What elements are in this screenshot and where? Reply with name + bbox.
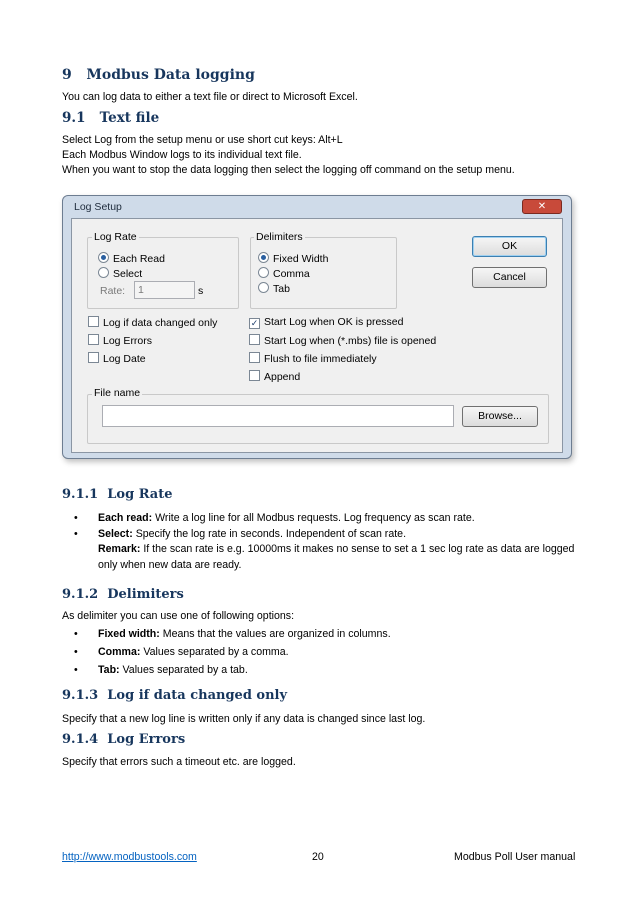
heading-section-9-1 (62, 110, 159, 126)
description: Means that the values are organized in columns. (159, 628, 391, 640)
radio-icon (98, 267, 109, 278)
rate-label: Rate: (100, 285, 126, 297)
checkbox-log-errors[interactable] (88, 334, 152, 347)
log-rate-list (62, 511, 602, 573)
section-9-1-3-text: Specify that a new log line is written only if any data is changed since last log. (62, 713, 426, 725)
description: Specify the log rate in seconds. Independent of scan rate. (132, 527, 407, 540)
list-item (62, 527, 602, 543)
paragraph-line: Each Modbus Window logs to its individual text file. (62, 149, 302, 161)
list-item (62, 558, 602, 574)
heading-number: 9 (62, 67, 72, 83)
checkbox-log-date[interactable] (88, 352, 146, 365)
heading-title: Log Errors (107, 732, 186, 747)
checkbox-log-if-changed[interactable] (88, 316, 217, 329)
file-name-label: File name (94, 387, 141, 399)
radio-each-read[interactable] (98, 252, 165, 265)
description: Values separated by a comma. (140, 646, 289, 658)
heading-number: 9.1.3 (62, 688, 99, 703)
dialog-title: Log Setup (74, 201, 122, 213)
heading-section-9-1-4 (62, 732, 185, 747)
checkbox-label: Flush to file immediately (264, 353, 377, 365)
heading-number: 9.1 (62, 110, 86, 126)
footer-manual-title: Modbus Poll User manual (454, 851, 576, 863)
checkbox-label: Start Log when OK is pressed (264, 316, 404, 328)
paragraph-line: When you want to stop the data logging then select the logging off command on the setup menu. (62, 164, 515, 176)
checkbox-icon (249, 352, 260, 363)
radio-label: Fixed Width (273, 253, 329, 265)
delimiters-label: Delimiters (256, 231, 303, 243)
browse-button[interactable]: Browse... (462, 406, 538, 427)
description: only when new data are ready. (98, 558, 242, 571)
term: Remark: (98, 543, 141, 555)
dialog-body (71, 218, 563, 453)
footer-url-link[interactable]: http://www.modbustools.com (62, 851, 197, 863)
checkbox-icon (88, 316, 99, 327)
delimiters-intro: As delimiter you can use one of following options: (62, 610, 295, 622)
heading-number: 9.1.1 (62, 487, 99, 502)
heading-section-9-1-2 (62, 587, 184, 602)
cancel-button[interactable]: Cancel (472, 267, 547, 288)
rate-unit: s (198, 285, 204, 297)
heading-section-9-1-1 (62, 487, 173, 502)
close-icon[interactable]: ✕ (522, 199, 562, 214)
description: If the scan rate is e.g. 10000ms it makes no sense to set a 1 sec log rate as data are logged (140, 543, 575, 555)
checkbox-flush[interactable] (249, 352, 377, 365)
term: Tab: (98, 664, 120, 676)
radio-fixed-width[interactable] (258, 252, 328, 265)
radio-icon (258, 267, 269, 278)
heading-section-9 (62, 67, 255, 83)
term: Select: (98, 527, 133, 540)
term: Each read: (98, 512, 153, 524)
heading-title: Log Rate (107, 487, 173, 502)
list-item (62, 643, 602, 661)
list-item (62, 625, 602, 643)
checkbox-label: Log Errors (103, 335, 153, 347)
radio-icon (258, 282, 269, 293)
term: Comma: (98, 646, 141, 658)
heading-title: Text file (99, 110, 160, 126)
delimiters-list (62, 625, 602, 679)
log-setup-dialog (62, 195, 572, 459)
list-item (62, 661, 602, 679)
radio-selected-icon (98, 252, 109, 263)
radio-label: Each Read (113, 253, 165, 265)
page-number: 20 (312, 851, 324, 863)
radio-label: Select (113, 268, 143, 280)
file-name-input[interactable] (102, 405, 454, 427)
heading-number: 9.1.4 (62, 732, 99, 747)
section-9-intro: You can log data to either a text file or direct to Microsoft Excel. (62, 91, 358, 103)
checkbox-label: Log if data changed only (103, 317, 218, 329)
paragraph-line: Select Log from the setup menu or use short cut keys: Alt+L (62, 134, 343, 146)
radio-tab[interactable] (258, 282, 290, 295)
radio-select[interactable] (98, 267, 142, 280)
radio-comma[interactable] (258, 267, 310, 280)
heading-title: Delimiters (107, 587, 184, 602)
checkbox-start-log-mbs[interactable] (249, 334, 436, 347)
checkbox-icon (249, 370, 260, 381)
checkbox-icon (249, 334, 260, 345)
bullet-icon: • (74, 527, 78, 540)
radio-label: Comma (273, 268, 310, 280)
log-rate-label: Log Rate (94, 231, 137, 243)
radio-label: Tab (273, 283, 290, 295)
list-item (62, 542, 602, 558)
checkbox-label: Start Log when (*.mbs) file is opened (264, 335, 437, 347)
checkbox-start-log-ok[interactable] (249, 316, 404, 329)
heading-title: Modbus Data logging (86, 67, 255, 83)
heading-section-9-1-3 (62, 688, 287, 703)
list-item (62, 511, 602, 527)
heading-number: 9.1.2 (62, 587, 99, 602)
term: Fixed width: (98, 628, 160, 640)
bullet-icon: • (74, 646, 78, 658)
checkbox-label: Log Date (103, 353, 146, 365)
checkbox-icon (88, 352, 99, 363)
checkbox-label: Append (264, 371, 301, 383)
description: Values separated by a tab. (119, 664, 248, 676)
ok-button[interactable]: OK (472, 236, 547, 257)
bullet-icon: • (74, 512, 78, 524)
radio-selected-icon (258, 252, 269, 263)
section-9-1-4-text: Specify that errors such a timeout etc. are logged. (62, 756, 296, 768)
checkmark-icon: ✓ (250, 318, 259, 328)
bullet-icon: • (74, 628, 78, 640)
description: Write a log line for all Modbus requests. Log frequency as scan rate. (152, 512, 475, 524)
checkbox-icon (88, 334, 99, 345)
rate-input[interactable]: 1 (134, 281, 195, 299)
bullet-icon: • (74, 664, 78, 676)
heading-title: Log if data changed only (107, 688, 288, 703)
checkbox-append[interactable] (249, 370, 300, 383)
